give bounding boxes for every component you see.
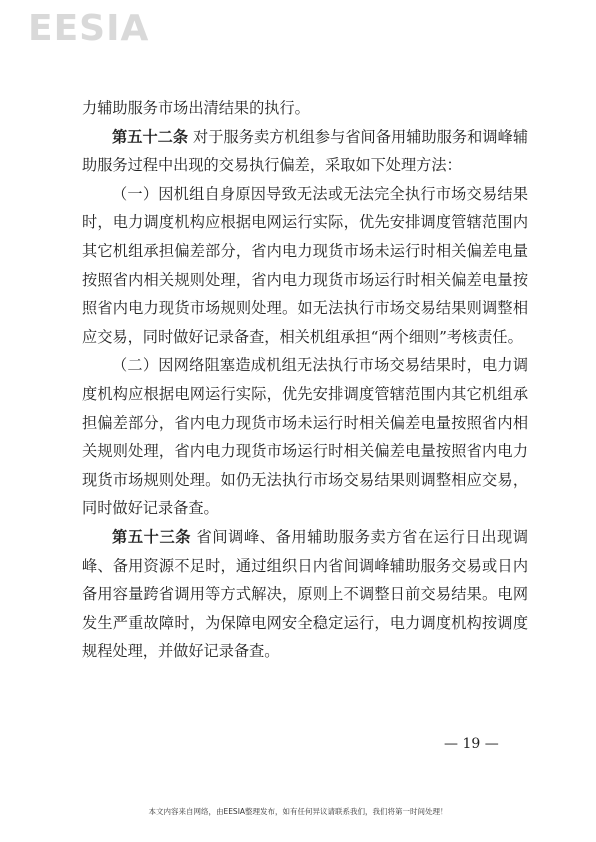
footer-disclaimer: 本文内容来自网络，由EESIA整理发布，如有任何异议请联系我们，我们将第一时间处理！ (148, 807, 448, 816)
article-text-52: 对于服务卖方机组参与省间备用辅助服务和调峰辅助服务过程中出现的交易执行偏差，采取如下处理方法： (82, 127, 529, 175)
paragraph-item-2: （二）因网络阻塞造成机组无法执行市场交易结果时，电力调度机构应根据电网运行实际，优先安排调度管辖范围内其它机组承担偏差部分，省内电力现货市场未运行时相关偏差电量按照省内相关规则处理，省内电力现货市场运行时相关偏差电量按照省内电力现货市场规则处理。如仍无法执行市场交易结果则调整相应交易，同时做好记录备查。 (82, 356, 528, 518)
paragraph-article-52 (82, 123, 528, 180)
document-body (82, 94, 528, 666)
page-number: — 19 — (444, 736, 499, 752)
article-text-53: 省间调峰、备用辅助服务卖方省在运行日出现调峰、备用资源不足时，通过组织日内省间调峰辅助服务交易或日内备用容量跨省调用等方式解决，原则上不调整日前交易结果。电网发生严重故障时，为保障电网安全稳定运行，电力调度机构按调度规程处理，并做好记录备查。 (82, 527, 529, 661)
article-heading-52: 第五十二条 (112, 127, 189, 146)
paragraph-continuation: 力辅助服务市场出清结果的执行。 (82, 99, 310, 117)
paragraph-article-53 (82, 523, 528, 666)
article-heading-53: 第五十三条 (112, 527, 192, 546)
eesia-logo: EESIA (28, 8, 150, 49)
paragraph-item-1: （一）因机组自身原因导致无法或无法完全执行市场交易结果时，电力调度机构应根据电网运行实际，优先安排调度管辖范围内其它机组承担偏差部分，省内电力现货市场未运行时相关偏差电量按照省内相关规则处理，省内电力现货市场运行时相关偏差电量按照省内电力现货市场规则处理。如无法执行市场交易结果则调整相应交易，同时做好记录备查，相关机组承担“两个细则”考核责任。 (82, 184, 528, 346)
